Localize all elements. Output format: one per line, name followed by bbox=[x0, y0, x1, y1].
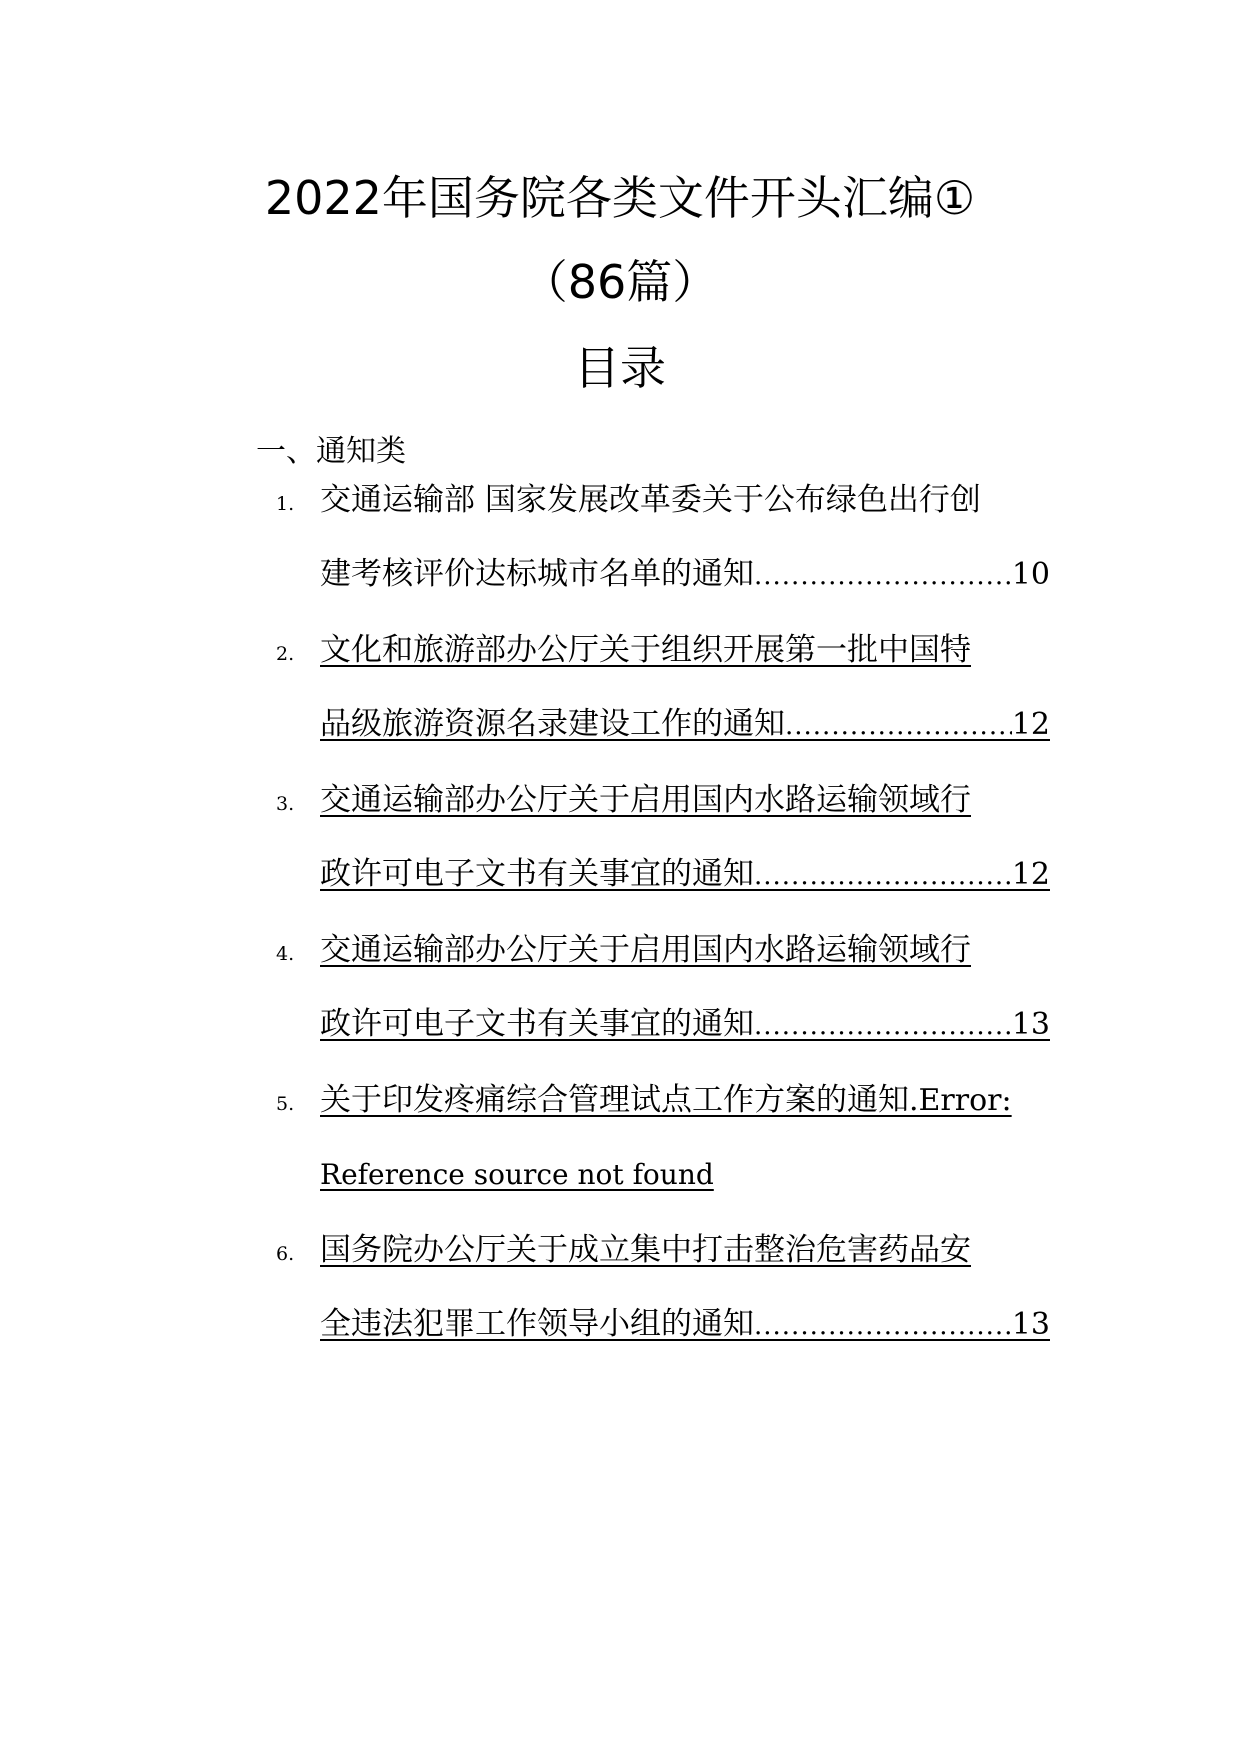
toc-entry-title-line1: 交通运输部 国家发展改革委关于公布绿色出行创 bbox=[320, 482, 981, 518]
toc-entry-title-line2 bbox=[320, 1002, 1050, 1046]
toc-entry-error-message: Reference source not found bbox=[320, 1158, 714, 1191]
toc-entry-6[interactable] bbox=[0, 1212, 1240, 1372]
toc-entry-number: 5. bbox=[276, 1093, 295, 1115]
toc-entry-page-number: 10 bbox=[1011, 557, 1050, 592]
toc-entry-page-number: 13 bbox=[1011, 1307, 1050, 1342]
toc-entry-title-line1: 交通运输部办公厅关于启用国内水路运输领域行 bbox=[320, 782, 971, 818]
toc-entry-title-line2 bbox=[320, 552, 1050, 596]
toc-entry-title-text: 政许可电子文书有关事宜的通知 bbox=[320, 1006, 754, 1042]
toc-entry-title-line1: 国务院办公厅关于成立集中打击整治危害药品安 bbox=[320, 1232, 971, 1268]
document-title: 2022年国务院各类文件开头汇编① bbox=[264, 171, 976, 225]
toc-entry-title-line2 bbox=[320, 852, 1050, 896]
toc-entry-title-text: 关于印发疼痛综合管理试点工作方案的通知 bbox=[320, 1082, 909, 1118]
toc-section-heading: 一、通知类 bbox=[256, 434, 406, 469]
toc-entry-3[interactable] bbox=[0, 762, 1240, 922]
toc-entry-number: 4. bbox=[276, 943, 295, 965]
toc-entry-title-line2 bbox=[320, 702, 1050, 746]
toc-entry-number: 1. bbox=[276, 493, 295, 515]
toc-leader-dots bbox=[754, 554, 1012, 596]
document-subtitle-count: （86篇） bbox=[521, 255, 719, 309]
toc-entry-page-number: 13 bbox=[1011, 1007, 1050, 1042]
toc-entry-number: 6. bbox=[276, 1243, 295, 1265]
toc-leader-dots bbox=[754, 1304, 1012, 1346]
toc-leader-dots bbox=[785, 704, 1012, 746]
toc-entry-5[interactable] bbox=[0, 1062, 1240, 1222]
toc-entry-1[interactable] bbox=[0, 462, 1240, 622]
toc-heading: 目录 bbox=[574, 341, 666, 395]
toc-leader-dots bbox=[754, 854, 1012, 896]
toc-entry-title-text: 建考核评价达标城市名单的通知 bbox=[320, 556, 754, 592]
toc-leader-dots bbox=[754, 1004, 1012, 1046]
toc-entry-error-prefix: .Error: bbox=[909, 1083, 1012, 1118]
toc-entry-title-line1 bbox=[320, 1078, 1050, 1122]
toc-entry-number: 3. bbox=[276, 793, 295, 815]
toc-entry-title-line1: 文化和旅游部办公厅关于组织开展第一批中国特 bbox=[320, 632, 971, 668]
toc-entry-page-number: 12 bbox=[1011, 707, 1050, 742]
toc-entry-title-text: 全违法犯罪工作领导小组的通知 bbox=[320, 1306, 754, 1342]
toc-entry-title-text: 品级旅游资源名录建设工作的通知 bbox=[320, 706, 785, 742]
toc-entry-title-line1: 交通运输部办公厅关于启用国内水路运输领域行 bbox=[320, 932, 971, 968]
toc-entry-title-text: 政许可电子文书有关事宜的通知 bbox=[320, 856, 754, 892]
toc-entry-page-number: 12 bbox=[1011, 857, 1050, 892]
toc-entry-number: 2. bbox=[276, 643, 295, 665]
toc-entry-title-line2 bbox=[320, 1302, 1050, 1346]
toc-entry-title-line2 bbox=[320, 1152, 1050, 1196]
toc-entry-2[interactable] bbox=[0, 612, 1240, 772]
toc-entry-4[interactable] bbox=[0, 912, 1240, 1072]
